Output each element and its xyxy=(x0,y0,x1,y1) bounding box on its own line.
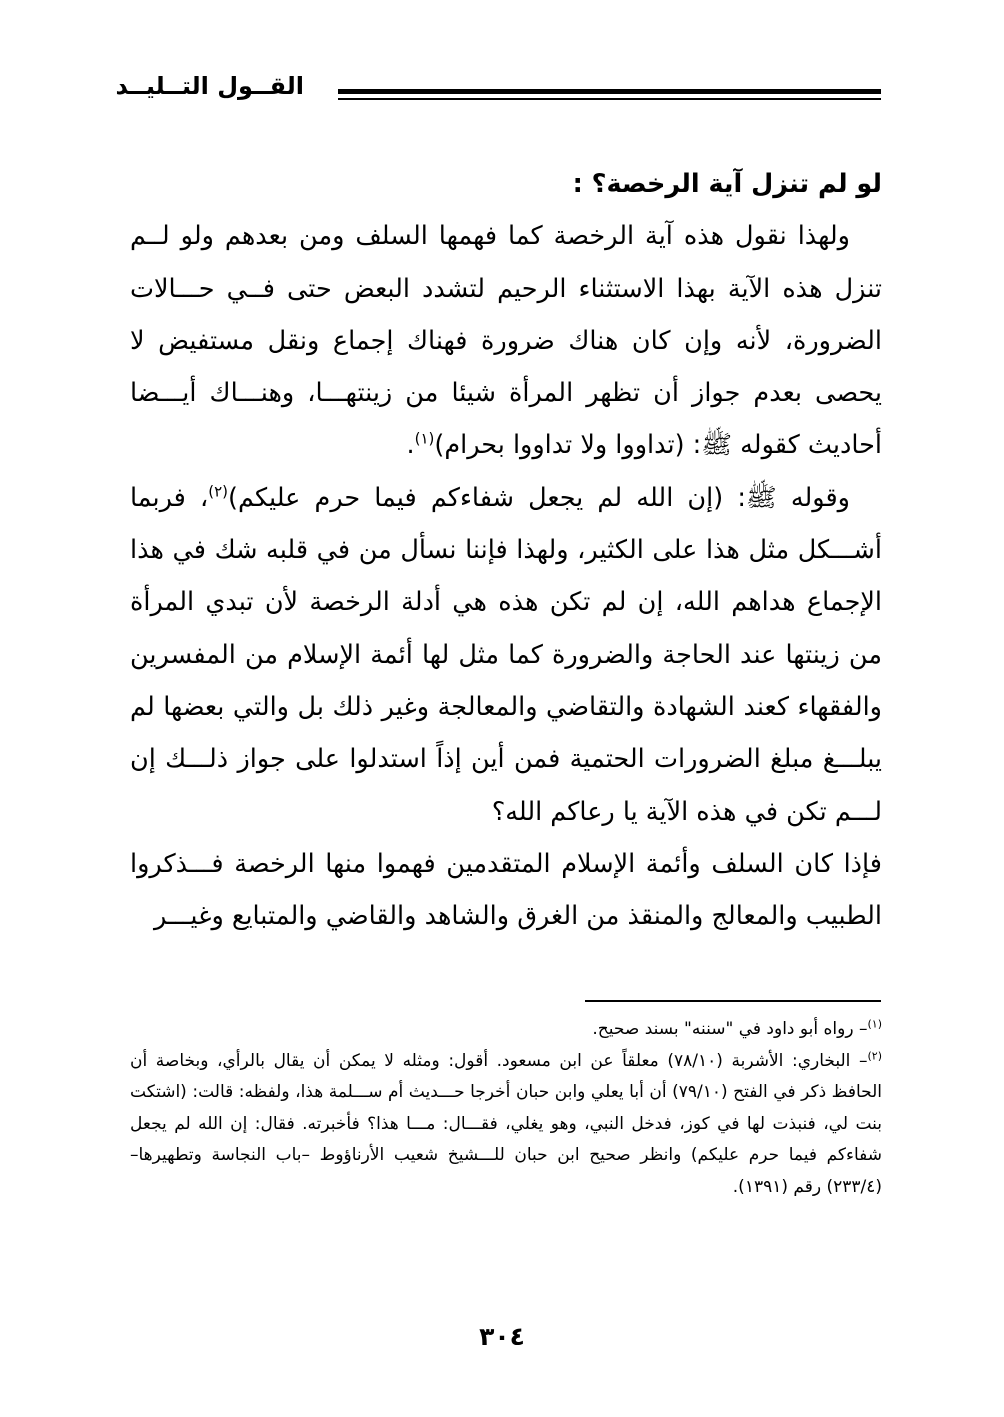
paragraph-2-start: وقوله ﷺ: (إن الله لم يجعل شفاءكم فيما حرم عليكم) xyxy=(228,482,850,513)
paragraph-2-rest: ، فربما أشـــكل مثل هذا على الكثير، ولهذا فإننا نسأل من في قلبه شك في هذا الإجماع هداهم الله، إن لم تكن هذه هي أدلة الرخصة لأن تبدي المرأة من زينتها عند الحاجة والضرورة كما مثل لها أئمة الإسلام من المفسرين والفقهاء كعند الشهادة والتقاضي والمعالجة وغير ذلك بل والتي بعضها لم يبلـــغ مبلغ الضرورات الحتمية فمن أين إذاً استدلوا على جواز ذلـــك إن لـــم تكن في هذه الآية يا رعاكم الله؟ xyxy=(130,482,882,827)
main-text xyxy=(130,158,882,942)
running-header-title: القــول التــليــد xyxy=(115,72,304,100)
footnotes xyxy=(130,1014,882,1203)
paragraph-1-text: ولهذا نقول هذه آية الرخصة كما فهمها السلف ومن بعدهم ولو لــم تنزل هذه الآية بهذا الاستثناء الرحيم لتشدد البعض حتى فــي حـــالات الضرورة، لأنه وإن كان هناك ضرورة فهناك إجماع ونقل مستفيض لا يحصى بعدم جواز أن تظهر المرأة شيئا من زينتهـــا، وهنـــاك أيـــضا أحاديث كقوله ﷺ: (تداووا ولا تداووا بحرام) xyxy=(130,221,882,461)
page-number: ٣٠٤ xyxy=(479,1322,525,1351)
footnote-2-text: – البخاري: الأشربة (٧٨/١٠) معلقاً عن ابن مسعود. أقول: ومثله لا يمكن أن يقال بالرأي، وبخاصة أن الحافظ ذكر في الفتح (٧٩/١٠) أن أبا يعلي وابن حبان أخرجا حـــديث أم ســـلمة هذا، ولفظه: قالت: (اشتكت بنت لي، فنبذت لها في كوز، فدخل النبي، وهو يغلي، فقـــال: مـــا هذا؟ فأخبرته. فقال: إن الله لم يجعل شفاءكم فيما حرم عليكم) وانظر صحيح ابن حبان للـــشيخ شعيب الأرناؤوط –باب النجاسة وتطهيرها– (٢٣٣/٤) رقم (١٣٩١). xyxy=(130,1050,883,1197)
footnote-2-number: (٢) xyxy=(867,1048,882,1062)
header-rule-thick xyxy=(338,89,881,94)
footnote-1 xyxy=(130,1014,882,1046)
footnote-2 xyxy=(130,1046,882,1204)
footnote-ref-2: (٢) xyxy=(208,482,229,501)
footnote-1-text: – رواه أبو داود في "سننه" بسند صحيح. xyxy=(592,1019,868,1039)
header-rule-thin xyxy=(338,98,881,100)
paragraph-2 xyxy=(130,472,882,838)
paragraph-1 xyxy=(130,210,882,471)
footnote-1-number: (١) xyxy=(867,1017,882,1031)
paragraph-3: فإذا كان السلف وأئمة الإسلام المتقدمين فهموا منها الرخصة فـــذكروا الطبيب والمعالج والمنقذ من الغرق والشاهد والقاضي والمتبايع وغيـــر xyxy=(130,848,882,932)
paragraph-1-end: . xyxy=(406,430,415,461)
footnote-ref-1: (١) xyxy=(414,429,435,448)
footnote-separator xyxy=(585,1000,881,1002)
section-heading: لو لم تنزل آية الرخصة؟ : xyxy=(572,169,882,199)
